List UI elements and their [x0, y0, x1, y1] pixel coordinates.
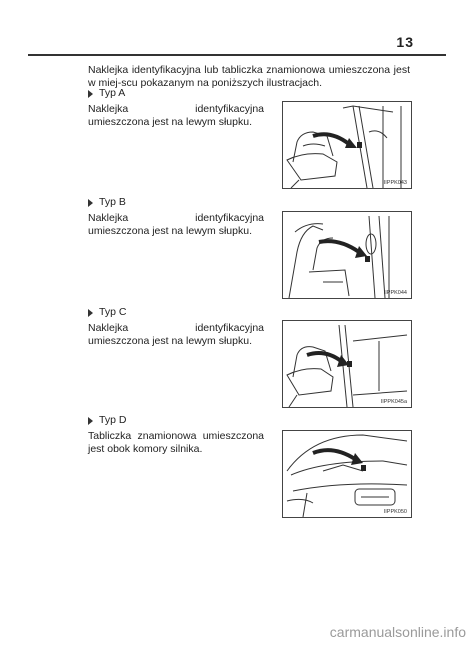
type-b-image-code: IIPPK044 — [383, 290, 407, 296]
type-a-illustration — [282, 101, 412, 189]
type-c-description: Naklejka identyfikacyjna umieszczona jest na lewym słupku. — [88, 322, 264, 347]
type-a-label: Typ A — [99, 87, 126, 99]
type-b-illustration — [282, 211, 412, 299]
watermark: carmanualsonline.info — [329, 624, 466, 640]
triangle-bullet-icon — [88, 309, 93, 317]
type-c-label: Typ C — [99, 306, 127, 318]
type-c-illustration — [282, 320, 412, 408]
type-d-heading — [88, 414, 126, 427]
page-number: 13 — [396, 34, 414, 50]
triangle-bullet-icon — [88, 90, 93, 98]
type-b-label: Typ B — [99, 196, 126, 208]
type-a-image-code: IIPPK043 — [383, 180, 407, 186]
intro-paragraph: Naklejka identyfikacyjna lub tabliczka znamionowa umieszczona jest w miej-scu pokazanym na poniższych ilustracjach. — [88, 64, 410, 89]
triangle-bullet-icon — [88, 199, 93, 207]
type-c-image-code: IIPPK045a — [380, 399, 407, 405]
type-c-heading — [88, 306, 126, 319]
type-b-heading — [88, 196, 126, 209]
type-a-heading — [88, 87, 125, 100]
triangle-bullet-icon — [88, 417, 93, 425]
type-d-illustration — [282, 430, 412, 518]
type-d-label: Typ D — [99, 414, 127, 426]
type-d-image-code: IIPPK050 — [383, 509, 407, 515]
type-b-description: Naklejka identyfikacyjna umieszczona jest na lewym słupku. — [88, 212, 264, 237]
top-rule — [28, 54, 446, 56]
type-d-description: Tabliczka znamionowa umieszczona jest obok komory silnika. — [88, 430, 264, 455]
type-a-description: Naklejka identyfikacyjna umieszczona jest na lewym słupku. — [88, 103, 264, 128]
